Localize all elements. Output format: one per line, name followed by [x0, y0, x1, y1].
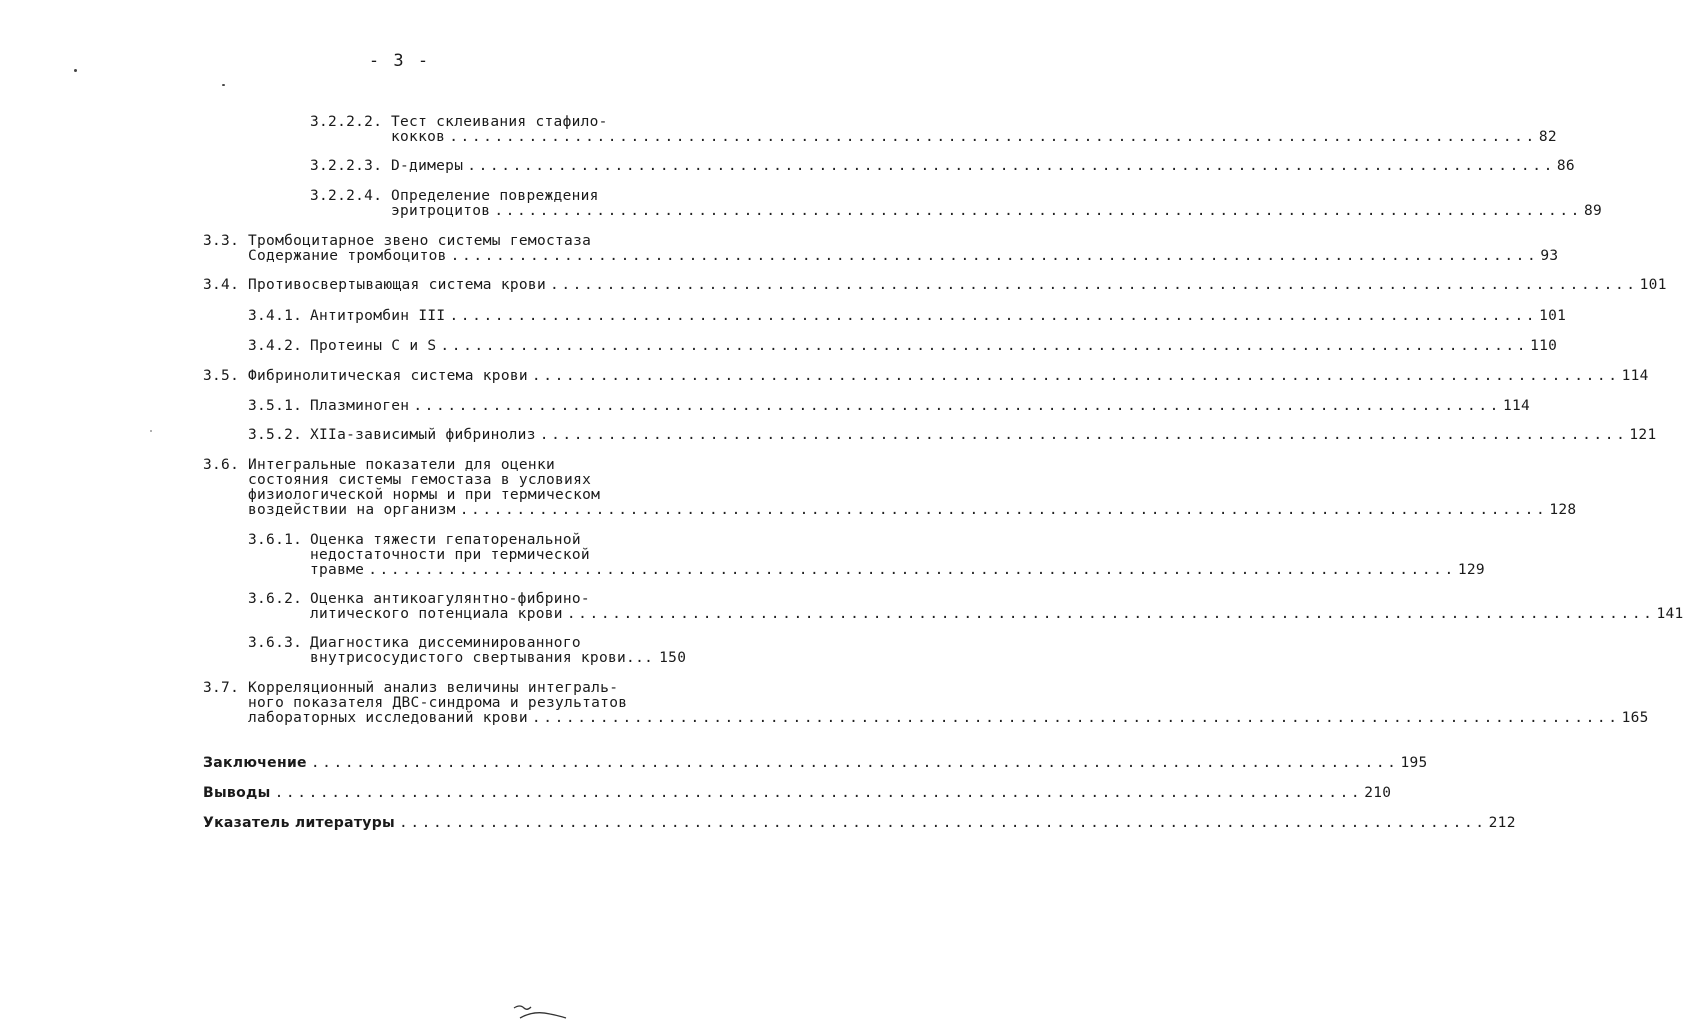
toc-entry: [203, 233, 1559, 264]
toc-entry: [203, 277, 1667, 293]
toc-entry-page: 129: [1457, 562, 1485, 578]
toc-entry-number: 3.7.: [203, 680, 240, 696]
toc-entry-page: 195: [1400, 755, 1428, 771]
dot-leader: ................................................................................................: [459, 502, 1548, 518]
toc-entry-page: 110: [1530, 338, 1558, 354]
toc-entry-page: 121: [1629, 427, 1657, 443]
toc-entry-title-line: Тромбоцитарное звено системы гемостаза: [248, 233, 592, 249]
dot-leader: ................................................................................................: [531, 710, 1620, 726]
toc-entry: [310, 158, 1575, 174]
toc-entry: [248, 338, 1558, 354]
dot-leader: ................................................................................................: [449, 129, 1537, 145]
toc-entry-title: XIIа-зависимый фибринолиз: [310, 427, 536, 443]
toc-entry-title-line: Диагностика диссеминированного: [310, 635, 581, 651]
toc-entry-number: 3.6.2.: [248, 591, 303, 607]
toc-entry-page: 141: [1656, 606, 1684, 622]
toc-entry: [248, 427, 1657, 443]
toc-entry-page: 82: [1538, 129, 1557, 145]
page-number: - 3 -: [368, 51, 431, 71]
toc-entry: [248, 532, 1485, 578]
toc-entry: [203, 680, 1649, 726]
scan-speck: [150, 430, 152, 432]
toc-entry-page: 210: [1364, 785, 1392, 801]
toc-entry: [203, 368, 1649, 384]
toc-entry-title-line: Определение повреждения: [391, 188, 599, 204]
dot-leader: ................................................................................................: [531, 368, 1620, 384]
toc-entry-title: воздействии на организм: [248, 502, 456, 518]
toc-entry-page: 89: [1583, 203, 1603, 219]
toc-entry-title: Протеины C и S: [310, 338, 437, 354]
toc-entry-title: травме: [310, 562, 365, 578]
dot-leader: ................................................................................................: [566, 606, 1655, 622]
toc-entry-number: 3.5.2.: [248, 427, 303, 443]
toc-entry-title: Противосвертывающая система крови: [248, 277, 546, 293]
toc-entry: [310, 188, 1603, 219]
toc-entry: [248, 398, 1531, 414]
dot-leader: ................................................................................................: [539, 427, 1628, 443]
toc-entry-title: Указатель литературы: [203, 815, 395, 831]
toc-entry: [248, 635, 687, 666]
toc-entry-page: 114: [1621, 368, 1649, 384]
toc-entry-page: 165: [1621, 710, 1649, 726]
toc-entry-number: 3.5.1.: [248, 398, 303, 414]
toc-entry-title-line: физиологической нормы и при термическом: [248, 487, 601, 503]
toc-entry-title: эритроцитов: [391, 203, 491, 219]
toc-entry-title-line: Тест склеивания стафило-: [391, 114, 608, 130]
toc-entry: [203, 785, 1392, 801]
toc-entry-number: 3.2.2.3.: [310, 158, 383, 174]
dot-leader: ................................................................................................: [274, 785, 1363, 801]
toc-entry-title: внутрисосудистого свертывания крови...: [310, 650, 654, 666]
toc-entry-number: 3.3.: [203, 233, 240, 249]
toc-entry: [203, 755, 1428, 771]
toc-entry-number: 3.2.2.2.: [310, 114, 383, 130]
dot-leader: ................................................................................................: [398, 815, 1487, 831]
handwritten-mark: [510, 1002, 570, 1026]
toc-entry-number: 3.5.: [203, 368, 240, 384]
scan-speck: [74, 69, 77, 72]
dot-leader: ................................................................................................: [450, 248, 1539, 264]
toc-entry-title: Плазминоген: [310, 398, 410, 414]
toc-entry-number: 3.6.3.: [248, 635, 303, 651]
toc-entry-title-line: состояния системы гемостаза в условиях: [248, 472, 592, 488]
toc-entry: [203, 815, 1516, 831]
toc-entry-title: Фибринолитическая система крови: [248, 368, 528, 384]
toc-entry-number: 3.2.2.4.: [310, 188, 383, 204]
dot-leader: ................................................................................................: [413, 398, 1501, 414]
toc-entry-title-line: ного показателя ДВС-синдрома и результатов: [248, 695, 628, 711]
toc-entry-title: D-димеры: [391, 158, 464, 174]
dot-leader: ................................................................................................: [440, 338, 1529, 354]
toc-entry-page: 86: [1556, 158, 1575, 174]
toc-entry-number: 3.4.2.: [248, 338, 303, 354]
toc-entry-title: Содержание тромбоцитов: [248, 248, 447, 264]
toc-entry-page: 114: [1502, 398, 1531, 414]
dot-leader: ................................................................................................: [449, 308, 1538, 324]
toc-entry-number: 3.4.1.: [248, 308, 303, 324]
toc-entry-title-line: Оценка антикоагулянтно-фибрино-: [310, 591, 590, 607]
toc-entry-title-line: Корреляционный анализ величины интеграль-: [248, 680, 619, 696]
dot-leader: ................................................................................................: [494, 203, 1582, 219]
toc-entry-number: 3.6.: [203, 457, 240, 473]
scan-speck: [222, 84, 225, 86]
toc-entry-page: 101: [1639, 277, 1667, 293]
toc-entry: [248, 308, 1567, 324]
toc-entry-title: лабораторных исследований крови: [248, 710, 528, 726]
toc-entry-page: 101: [1539, 308, 1567, 324]
toc-entry-number: 3.4.: [203, 277, 240, 293]
toc-entry-page: 150: [659, 650, 687, 666]
toc-entry-title: Антитромбин III: [310, 308, 446, 324]
toc-entry-page: 212: [1488, 815, 1516, 831]
toc-entry-title: Заключение: [203, 755, 307, 771]
toc-entry-page: 128: [1549, 502, 1577, 518]
toc-entry: [248, 591, 1684, 622]
toc-entry-number: 3.6.1.: [248, 532, 303, 548]
toc-entry-title-line: недостаточности при термической: [310, 547, 590, 563]
toc-entry: [203, 457, 1577, 518]
dot-leader: ................................................................................................: [467, 158, 1555, 174]
toc-entry-title-line: Интегральные показатели для оценки: [248, 457, 556, 473]
toc-entry-title: Выводы: [203, 785, 271, 801]
dot-leader: ................................................................................................: [368, 562, 1456, 578]
toc-entry-title-line: Оценка тяжести гепаторенальной: [310, 532, 581, 548]
toc-entry-title: литического потенциала крови: [310, 606, 563, 622]
toc-entry: [310, 114, 1557, 145]
dot-leader: ................................................................................................: [310, 755, 1399, 771]
toc-entry-title: кокков: [391, 129, 446, 145]
toc-entry-page: 93: [1540, 248, 1559, 264]
dot-leader: ................................................................................................: [549, 277, 1638, 293]
